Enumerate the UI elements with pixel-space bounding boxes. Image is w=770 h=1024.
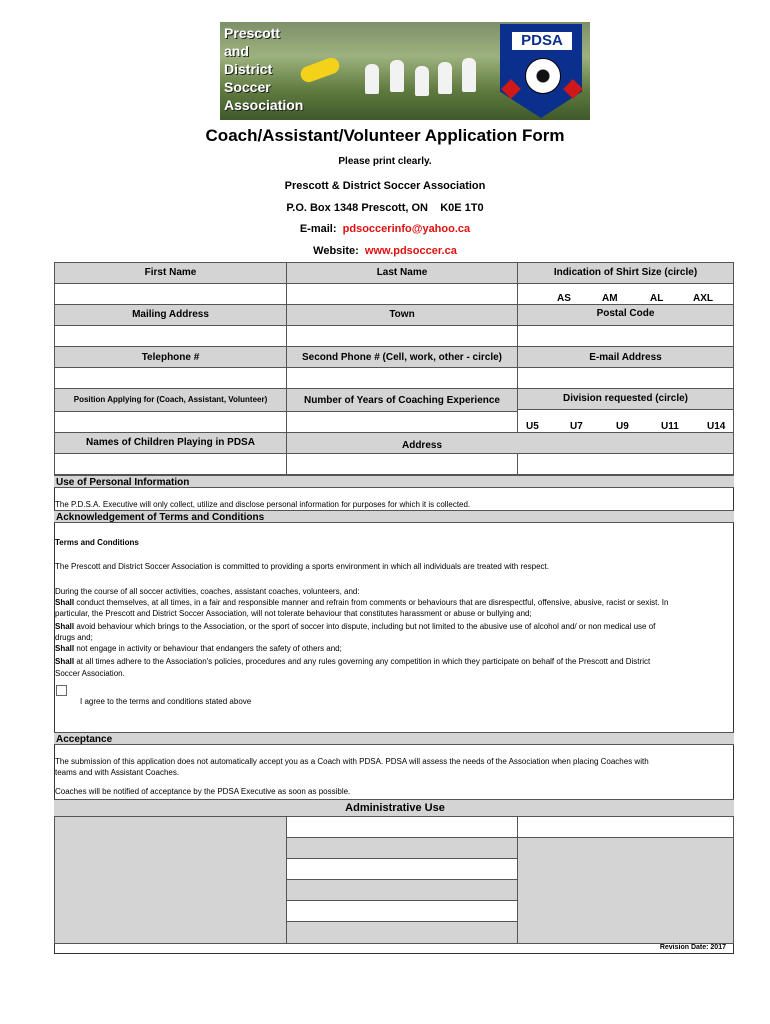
last-name-label: Last Name — [376, 267, 428, 278]
rule-text: avoid behaviour which brings to the Association, or the sport of soccer into dispute, including but not limited to the abusive use of alcohol and/ or non medical use of — [74, 622, 656, 631]
org-website — [0, 245, 770, 257]
admin-left-area — [54, 816, 287, 944]
telephone-label: Telephone # — [141, 352, 200, 363]
terms-rule-1 — [55, 597, 735, 608]
first-name-label: First Name — [144, 267, 197, 278]
email-label: E-mail: — [299, 223, 337, 235]
email-link[interactable]: pdsoccerinfo@yahoo.ca — [342, 223, 471, 235]
division-label: Division requested (circle) — [562, 393, 689, 404]
division-u7[interactable]: U7 — [570, 421, 583, 432]
town-field[interactable] — [286, 325, 518, 347]
children-address-label: Address — [401, 440, 442, 451]
name-line: Soccer — [224, 79, 271, 95]
second-phone-label: Second Phone # (Cell, work, other - circle) — [301, 352, 503, 363]
postal-text: K0E 1T0 — [440, 202, 484, 214]
logo-text: PDSA — [512, 32, 572, 50]
soccer-ball-icon — [525, 58, 561, 94]
admin-row[interactable] — [286, 858, 518, 880]
website-link[interactable]: www.pdsoccer.ca — [364, 245, 457, 257]
header-banner — [220, 22, 590, 120]
admin-row[interactable] — [286, 816, 518, 838]
name-line: Association — [224, 97, 304, 113]
player-figure — [390, 60, 404, 92]
mailing-address-field[interactable] — [54, 325, 287, 347]
player-figure — [365, 64, 379, 94]
children-label: Names of Children Playing in PDSA — [86, 437, 255, 448]
association-name — [224, 24, 303, 114]
postal-code-label: Postal Code — [596, 308, 655, 319]
size-al[interactable]: AL — [650, 293, 664, 304]
instruction: Please print clearly. — [338, 156, 432, 167]
terms-heading: Acknowledgement of Terms and Conditions — [54, 510, 734, 523]
acceptance-heading: Acceptance — [54, 732, 734, 745]
experience-label: Number of Years of Coaching Experience — [304, 395, 500, 406]
agree-checkbox[interactable] — [56, 685, 67, 696]
revision-bar — [54, 943, 734, 955]
name-line: District — [224, 61, 273, 77]
admin-heading: Administrative Use — [54, 799, 734, 817]
children-field[interactable] — [54, 453, 287, 475]
admin-right-top[interactable] — [517, 816, 734, 838]
admin-row — [286, 921, 518, 944]
player-figure — [438, 62, 452, 94]
terms-rule-3 — [55, 643, 735, 654]
personal-info-heading: Use of Personal Information — [54, 475, 734, 488]
acceptance-text-1b: teams and with Assistant Coaches. — [55, 768, 180, 777]
terms-rule-1b: particular, the Prescott and District Soccer Association, will not tolerate behaviour that constitutes harassment or abuse or bullying and; — [55, 609, 532, 618]
admin-row — [286, 879, 518, 901]
email-address-field[interactable] — [517, 367, 734, 389]
mailing-address-label: Mailing Address — [132, 309, 209, 320]
personal-info-text: The P.D.S.A. Executive will only collect, utilize and disclose personal information for purposes for which it is collected. — [55, 500, 471, 509]
revision-date: Revision Date: 2017 — [659, 944, 726, 951]
children-address-field[interactable] — [286, 453, 518, 475]
acceptance-text-2: Coaches will be notified of acceptance by the PDSA Executive as soon as possible. — [55, 787, 351, 796]
address-text: P.O. Box 1348 Prescott, ON — [286, 202, 428, 214]
shall-word: Shall — [55, 644, 75, 653]
size-as[interactable]: AS — [557, 293, 571, 304]
email-address-label: E-mail Address — [589, 352, 662, 363]
terms-rule-2 — [55, 621, 735, 632]
player-figure — [415, 66, 429, 96]
terms-during: During the course of all soccer activities, coaches, assistant coaches, volunteers, and: — [55, 587, 360, 596]
terms-intro: The Prescott and District Soccer Association is committed to providing a sports environment in which all individuals are treated with respect. — [55, 562, 549, 571]
terms-rule-4b: Soccer Association. — [55, 669, 125, 678]
admin-row[interactable] — [286, 900, 518, 922]
org-email — [0, 223, 770, 235]
division-u5[interactable]: U5 — [526, 421, 539, 432]
division-u9[interactable]: U9 — [616, 421, 629, 432]
acceptance-text-1: The submission of this application does not automatically accept you as a Coach with PDSA. PDSA will assess the needs of the Association when placing Coaches with — [55, 757, 649, 766]
org-name: Prescott & District Soccer Association — [284, 180, 486, 192]
size-am[interactable]: AM — [602, 293, 618, 304]
second-phone-field[interactable] — [286, 367, 518, 389]
agree-label: I agree to the terms and conditions stated above — [80, 697, 252, 706]
position-field[interactable] — [54, 411, 287, 433]
telephone-field[interactable] — [54, 367, 287, 389]
website-label: Website: — [313, 245, 359, 257]
admin-right-area — [517, 837, 734, 944]
page-title: Coach/Assistant/Volunteer Application Form — [205, 126, 565, 145]
postal-code-field[interactable] — [517, 325, 734, 347]
name-line: Prescott — [224, 25, 281, 41]
last-name-field[interactable] — [286, 283, 518, 305]
first-name-field[interactable] — [54, 283, 287, 305]
division-u11[interactable]: U11 — [661, 421, 679, 432]
name-line: and — [224, 43, 249, 59]
town-label: Town — [389, 309, 415, 320]
size-axl[interactable]: AXL — [693, 293, 713, 304]
children-extra-field[interactable] — [517, 453, 734, 475]
terms-rule-4 — [55, 656, 735, 667]
rule-text: at all times adhere to the Association's policies, procedures and any rules governing any competition in which they participate on behalf of the Prescott and District — [74, 657, 651, 666]
shall-word: Shall — [55, 598, 75, 607]
shirt-size-label: Indication of Shirt Size (circle) — [553, 267, 698, 278]
rule-text: not engage in activity or behaviour that endangers the safety of others and; — [74, 644, 342, 653]
player-figure — [462, 58, 476, 92]
division-u14[interactable]: U14 — [707, 421, 726, 432]
shall-word: Shall — [55, 622, 75, 631]
position-label: Position Applying for (Coach, Assistant, Volunteer) — [73, 395, 268, 404]
terms-subheading: Terms and Conditions — [55, 538, 139, 547]
admin-row — [286, 837, 518, 859]
org-address — [0, 202, 770, 214]
experience-field[interactable] — [286, 411, 518, 433]
shall-word: Shall — [55, 657, 75, 666]
rule-text: conduct themselves, at all times, in a fair and responsible manner and refrain from comments or behaviours that are disrespectful, offensive, abusive, racist or sexist. In — [74, 598, 669, 607]
terms-rule-2b: drugs and; — [55, 633, 93, 642]
